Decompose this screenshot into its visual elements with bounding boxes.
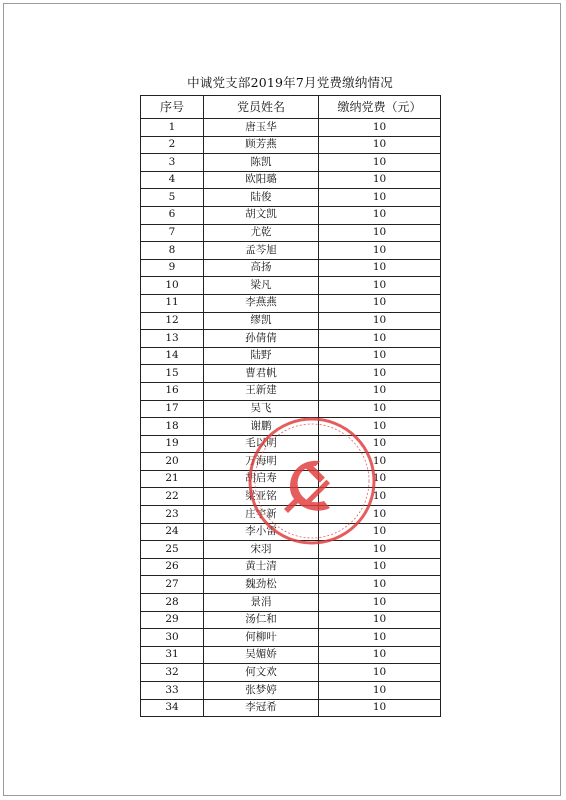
cell-name: 李燕燕 [204,294,319,312]
cell-name: 高扬 [204,259,319,277]
table-row [141,400,441,418]
cell-index: 33 [141,682,204,700]
cell-index: 15 [141,365,204,383]
cell-dues: 10 [319,119,441,137]
cell-dues: 10 [319,611,441,629]
table-row [141,119,441,137]
table-row [141,558,441,576]
cell-index: 16 [141,382,204,400]
table-row [141,629,441,647]
table-row [141,206,441,224]
cell-index: 6 [141,206,204,224]
table-row [141,312,441,330]
table-row [141,259,441,277]
cell-dues: 10 [319,136,441,154]
cell-name: 汤仁和 [204,611,319,629]
cell-name: 顾芳燕 [204,136,319,154]
cell-dues: 10 [319,435,441,453]
cell-index: 8 [141,242,204,260]
table-row [141,576,441,594]
cell-dues: 10 [319,488,441,506]
cell-index: 2 [141,136,204,154]
cell-index: 11 [141,294,204,312]
table-row [141,347,441,365]
cell-index: 10 [141,277,204,295]
cell-name: 万海明 [204,453,319,471]
cell-name: 宋羽 [204,541,319,559]
cell-index: 27 [141,576,204,594]
table-row [141,646,441,664]
cell-name: 何文欢 [204,664,319,682]
cell-index: 29 [141,611,204,629]
cell-name: 魏劲松 [204,576,319,594]
cell-dues: 10 [319,224,441,242]
cell-index: 34 [141,699,204,717]
cell-dues: 10 [319,629,441,647]
cell-index: 3 [141,154,204,172]
cell-name: 景涓 [204,594,319,612]
cell-dues: 10 [319,558,441,576]
cell-index: 18 [141,418,204,436]
cell-dues: 10 [319,576,441,594]
cell-dues: 10 [319,470,441,488]
cell-dues: 10 [319,277,441,295]
cell-index: 26 [141,558,204,576]
table-header-row [141,96,441,119]
cell-dues: 10 [319,294,441,312]
cell-dues: 10 [319,189,441,207]
cell-dues: 10 [319,664,441,682]
cell-dues: 10 [319,171,441,189]
table-row [141,506,441,524]
table-row [141,453,441,471]
cell-dues: 10 [319,594,441,612]
cell-name: 唐玉华 [204,119,319,137]
cell-name: 梁亚铭 [204,488,319,506]
cell-name: 李冠希 [204,699,319,717]
table-row [141,523,441,541]
table-body [141,119,441,717]
cell-index: 25 [141,541,204,559]
table-row [141,382,441,400]
table-row [141,699,441,717]
cell-name: 缪凯 [204,312,319,330]
cell-dues: 10 [319,206,441,224]
header-dues: 缴纳党费（元） [319,96,441,119]
cell-index: 21 [141,470,204,488]
cell-dues: 10 [319,400,441,418]
table-row [141,418,441,436]
table-row [141,435,441,453]
document-title: 中诚党支部2019年7月党费缴纳情况 [187,75,393,90]
cell-index: 28 [141,594,204,612]
cell-dues: 10 [319,418,441,436]
table-row [141,682,441,700]
cell-index: 4 [141,171,204,189]
cell-name: 胡启寿 [204,470,319,488]
cell-index: 23 [141,506,204,524]
cell-dues: 10 [319,682,441,700]
cell-name: 陈凯 [204,154,319,172]
table-row [141,154,441,172]
table-row [141,242,441,260]
cell-dues: 10 [319,242,441,260]
header-index: 序号 [141,96,204,119]
cell-index: 22 [141,488,204,506]
cell-name: 王新建 [204,382,319,400]
cell-name: 陆野 [204,347,319,365]
cell-index: 17 [141,400,204,418]
table-row [141,611,441,629]
cell-name: 吴媚娇 [204,646,319,664]
table-row [141,224,441,242]
cell-dues: 10 [319,699,441,717]
cell-index: 19 [141,435,204,453]
cell-name: 陆俊 [204,189,319,207]
cell-index: 20 [141,453,204,471]
table-row [141,330,441,348]
cell-name: 梁凡 [204,277,319,295]
cell-name: 毛以明 [204,435,319,453]
table-row [141,470,441,488]
cell-dues: 10 [319,646,441,664]
cell-name: 胡文凯 [204,206,319,224]
cell-dues: 10 [319,259,441,277]
cell-name: 何柳叶 [204,629,319,647]
table-row [141,189,441,207]
cell-dues: 10 [319,347,441,365]
cell-index: 14 [141,347,204,365]
cell-name: 孙倩倩 [204,330,319,348]
cell-name: 黄士清 [204,558,319,576]
cell-dues: 10 [319,453,441,471]
cell-index: 32 [141,664,204,682]
header-name: 党员姓名 [204,96,319,119]
table-row [141,664,441,682]
table-row [141,277,441,295]
table-row [141,294,441,312]
cell-name: 张梦婷 [204,682,319,700]
cell-index: 5 [141,189,204,207]
cell-index: 30 [141,629,204,647]
cell-name: 庄宇新 [204,506,319,524]
table-row [141,171,441,189]
dues-table [140,95,441,717]
cell-index: 13 [141,330,204,348]
cell-dues: 10 [319,312,441,330]
cell-dues: 10 [319,365,441,383]
cell-dues: 10 [319,382,441,400]
cell-name: 孟芩旭 [204,242,319,260]
cell-name: 曹君帆 [204,365,319,383]
cell-name: 尤乾 [204,224,319,242]
table-row [141,365,441,383]
table-row [141,136,441,154]
table-row [141,541,441,559]
cell-name: 李小雷 [204,523,319,541]
cell-name: 吴飞 [204,400,319,418]
cell-name: 谢鹏 [204,418,319,436]
cell-dues: 10 [319,541,441,559]
cell-dues: 10 [319,523,441,541]
cell-index: 12 [141,312,204,330]
cell-dues: 10 [319,506,441,524]
cell-dues: 10 [319,154,441,172]
cell-index: 7 [141,224,204,242]
cell-name: 欧阳璐 [204,171,319,189]
cell-index: 31 [141,646,204,664]
table-row [141,488,441,506]
cell-index: 24 [141,523,204,541]
cell-index: 9 [141,259,204,277]
cell-index: 1 [141,119,204,137]
cell-dues: 10 [319,330,441,348]
table-row [141,594,441,612]
